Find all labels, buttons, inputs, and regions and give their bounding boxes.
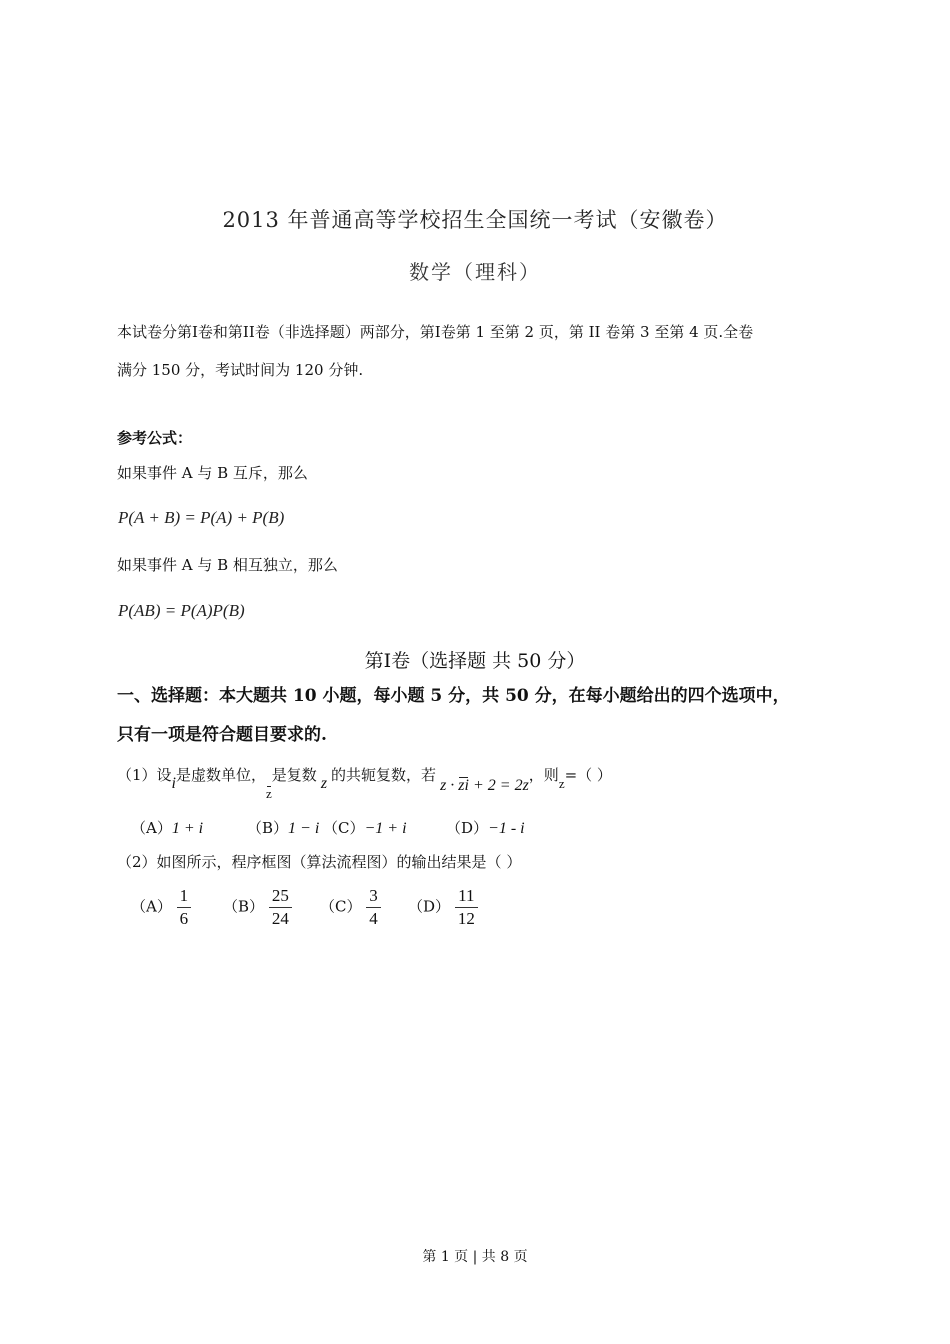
q1-text-3: 的共轭复数，若 [331, 766, 437, 784]
q2-option-a [131, 885, 191, 930]
formula-text-1: 如果事件 A 与 B 互斥，那么 [117, 464, 308, 482]
exam-subtitle: 数学（理科） [409, 260, 541, 284]
fraction-numerator: 3 [366, 885, 381, 908]
q1-option-c [323, 817, 407, 838]
q2-option-c [320, 885, 381, 930]
fraction-numerator: 1 [177, 885, 192, 908]
q2-option-b [223, 885, 292, 930]
q1-option-b [247, 817, 319, 838]
q1-option-b-label: （B） [247, 819, 289, 837]
question-2: （2）如图所示，程序框图（算法流程图）的输出结果是（ ） [117, 853, 522, 871]
exam-title: 2013 年普通高等学校招生全国统一考试（安徽卷） [222, 208, 728, 232]
q1-option-d-label: （D） [446, 819, 489, 837]
q1-option-a-value: 1 + i [171, 820, 204, 837]
formulas-heading: 参考公式： [117, 429, 193, 447]
q1-text-5: =（ ） [564, 766, 612, 784]
fraction-numerator: 11 [455, 885, 477, 908]
q2-option-d [408, 885, 478, 930]
q1-option-a-label: （A） [131, 819, 172, 837]
q2-option-d-label: （D） [408, 897, 451, 916]
q1-option-c-label: （C） [323, 819, 365, 837]
q1-text-4: ，则 [528, 766, 559, 784]
q1-var-z: z [320, 775, 328, 792]
q1-option-c-value: −1 + i [364, 820, 407, 837]
q1-var-i: i [171, 775, 176, 792]
fraction-denominator: 12 [457, 909, 475, 928]
formula-text-2: 如果事件 A 与 B 相互独立，那么 [117, 556, 338, 574]
section-heading-line-2: 只有一项是符合题目要求的. [117, 725, 327, 745]
q1-option-d-value: −1 - i [488, 820, 525, 837]
q2-option-a-fraction [177, 885, 192, 930]
q1-option-d [446, 817, 525, 838]
q1-equation-c: + 2 = 2z [468, 777, 529, 794]
q1-prefix: （1）设 [117, 766, 172, 784]
part-1-heading: 第Ⅰ卷（选择题 共 50 分） [364, 650, 586, 672]
q2-option-b-label: （B） [223, 897, 265, 916]
q1-equation-b: zi [458, 777, 469, 794]
q1-var-z2: z [558, 776, 565, 791]
q1-text-1: 是虚数单位， [176, 766, 267, 784]
q1-text-2: 是复数 [271, 766, 317, 784]
formula-2: P(AB) = P(A)P(B) [118, 601, 245, 620]
q1-option-b-value: 1 − i [288, 820, 320, 837]
fraction-denominator: 24 [271, 909, 289, 928]
fraction-denominator: 6 [179, 909, 189, 928]
fraction-denominator: 4 [369, 909, 378, 928]
intro-line-1: 本试卷分第Ⅰ卷和第II卷（非选择题）两部分，第Ⅰ卷第 1 至第 2 页，第 II 卷第 3 至第 4 页.全卷 [117, 323, 754, 341]
q2-option-a-label: （A） [131, 897, 172, 916]
q1-equation [436, 777, 529, 794]
q2-option-b-fraction [269, 885, 292, 930]
formula-1: P(A + B) = P(A) + P(B) [118, 508, 285, 527]
q1-option-a [131, 817, 203, 838]
intro-line-2: 满分 150 分，考试时间为 120 分钟. [117, 361, 364, 379]
fraction-numerator: 25 [269, 885, 292, 908]
section-heading-line-1: 一、选择题：本大题共 10 小题，每小题 5 分，共 50 分，在每小题给出的四个选项中， [117, 686, 790, 706]
q1-equation-a: z · [440, 777, 459, 794]
q2-option-d-fraction [455, 885, 478, 930]
q1-var-zbar: z [266, 786, 272, 801]
q2-option-c-label: （C） [320, 897, 362, 916]
page-footer: 第 1 页 | 共 8 页 [422, 1249, 528, 1265]
q2-option-c-fraction [366, 885, 381, 930]
question-1 [117, 764, 612, 801]
